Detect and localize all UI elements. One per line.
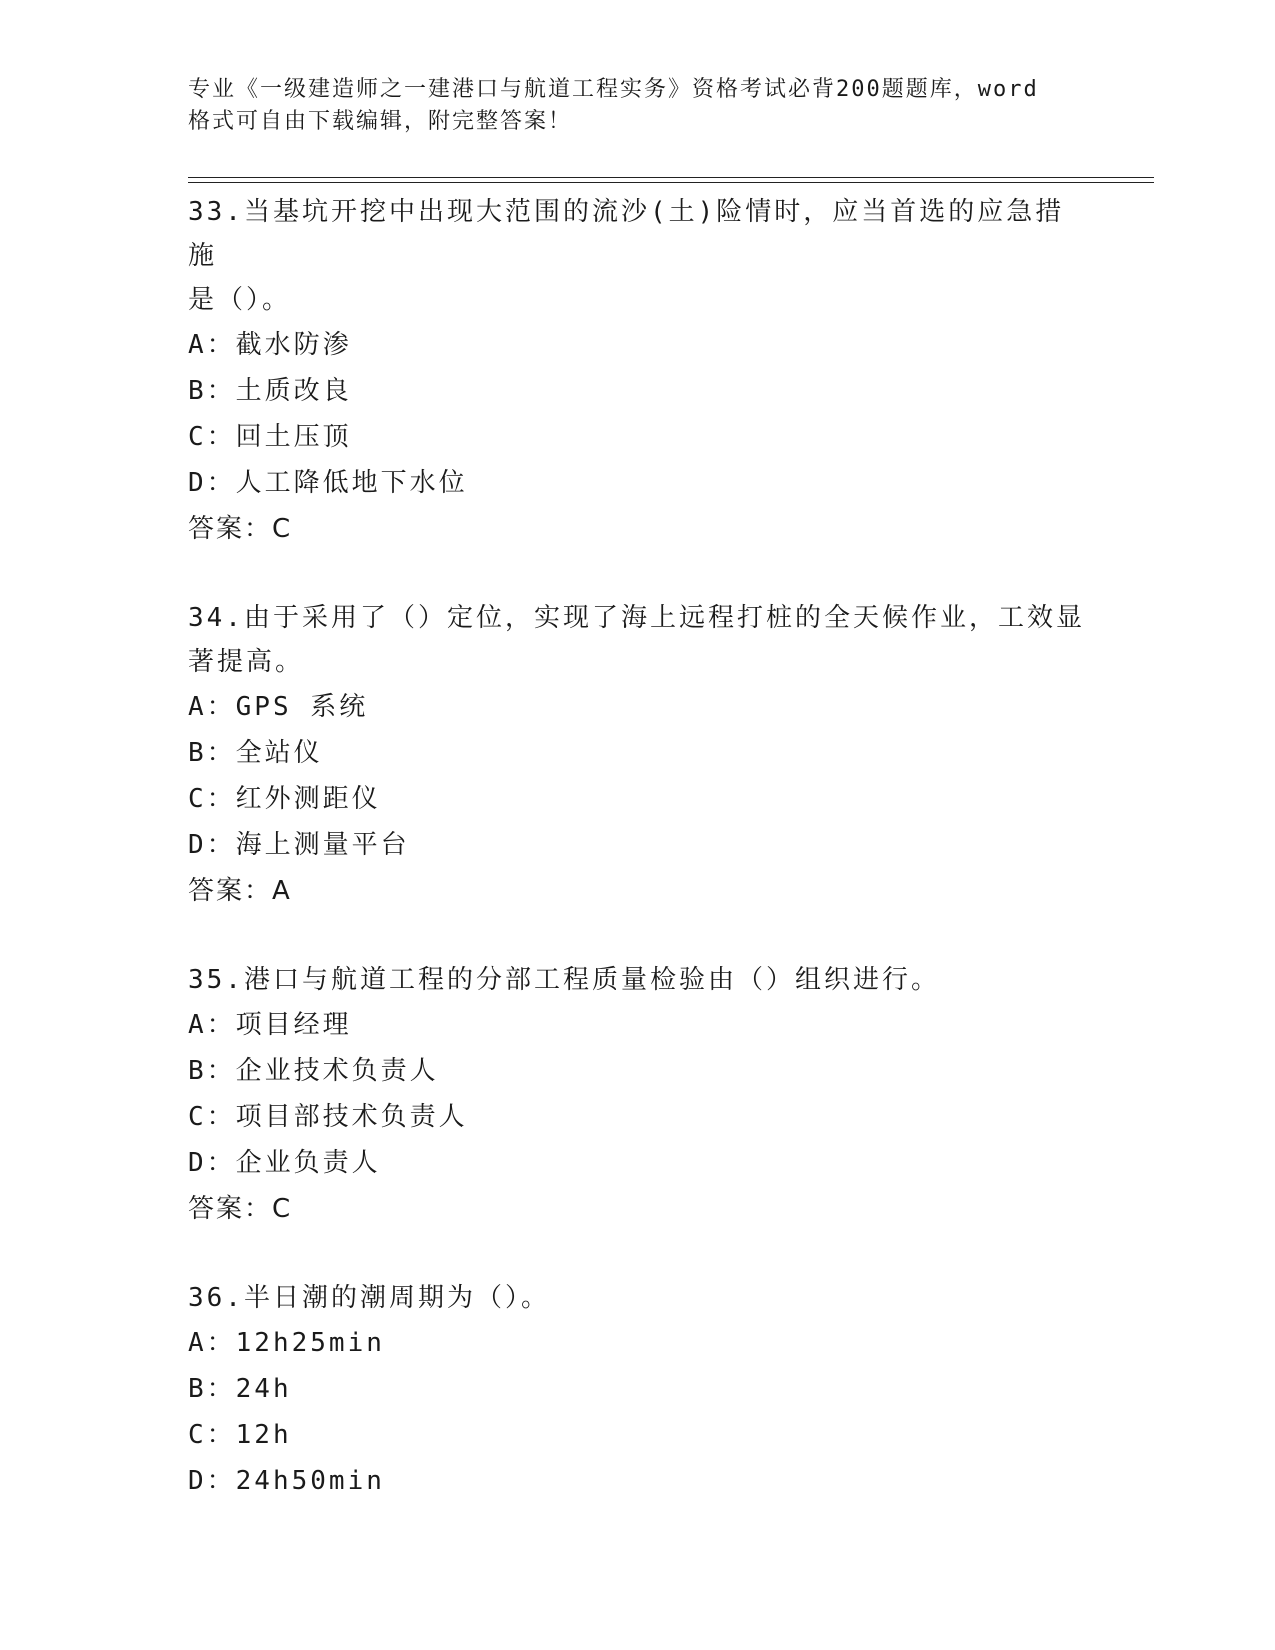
question-list — [188, 190, 1088, 1548]
option-a: A：GPS 系统 — [188, 692, 369, 722]
header-rule-bottom — [188, 182, 1154, 183]
option-b: B：24h — [188, 1374, 292, 1404]
answer: 答案：C — [188, 514, 293, 544]
answer: 答案：A — [188, 876, 292, 906]
question-35 — [188, 958, 1088, 1232]
document-header — [188, 74, 1068, 138]
header-rule-top — [188, 177, 1154, 178]
option-c: C：项目部技术负责人 — [188, 1102, 468, 1132]
option-c: C：12h — [188, 1420, 292, 1450]
header-line-1: 专业《一级建造师之一建港口与航道工程实务》资格考试必背200题题库，word — [188, 77, 1039, 102]
question-36 — [188, 1276, 1088, 1504]
option-b: B：企业技术负责人 — [188, 1056, 439, 1086]
question-stem: 35.港口与航道工程的分部工程质量检验由（）组织进行。 — [188, 965, 940, 995]
question-stem: 36.半日潮的潮周期为（）。 — [188, 1283, 550, 1313]
answer: 答案：C — [188, 1194, 293, 1224]
question-33 — [188, 190, 1088, 552]
option-a: A：项目经理 — [188, 1010, 352, 1040]
option-c: C：回土压顶 — [188, 422, 352, 452]
option-d: D：海上测量平台 — [188, 830, 410, 860]
option-b: B：全站仪 — [188, 738, 323, 768]
option-b: B：土质改良 — [188, 376, 352, 406]
question-stem: 33.当基坑开挖中出现大范围的流沙(土)险情时，应当首选的应急措施 — [188, 197, 1065, 271]
question-stem-continued: 著提高。 — [188, 647, 305, 677]
question-34 — [188, 596, 1088, 914]
header-line-2: 格式可自由下载编辑，附完整答案！ — [188, 109, 573, 134]
option-d: D：人工降低地下水位 — [188, 468, 468, 498]
option-d: D：企业负责人 — [188, 1148, 381, 1178]
option-a: A：截水防渗 — [188, 330, 352, 360]
option-c: C：红外测距仪 — [188, 784, 381, 814]
option-d: D：24h50min — [188, 1466, 385, 1496]
option-a: A：12h25min — [188, 1328, 385, 1358]
question-stem: 34.由于采用了（）定位，实现了海上远程打桩的全天候作业，工效显 — [188, 603, 1085, 633]
question-stem-continued: 是（）。 — [188, 285, 292, 315]
